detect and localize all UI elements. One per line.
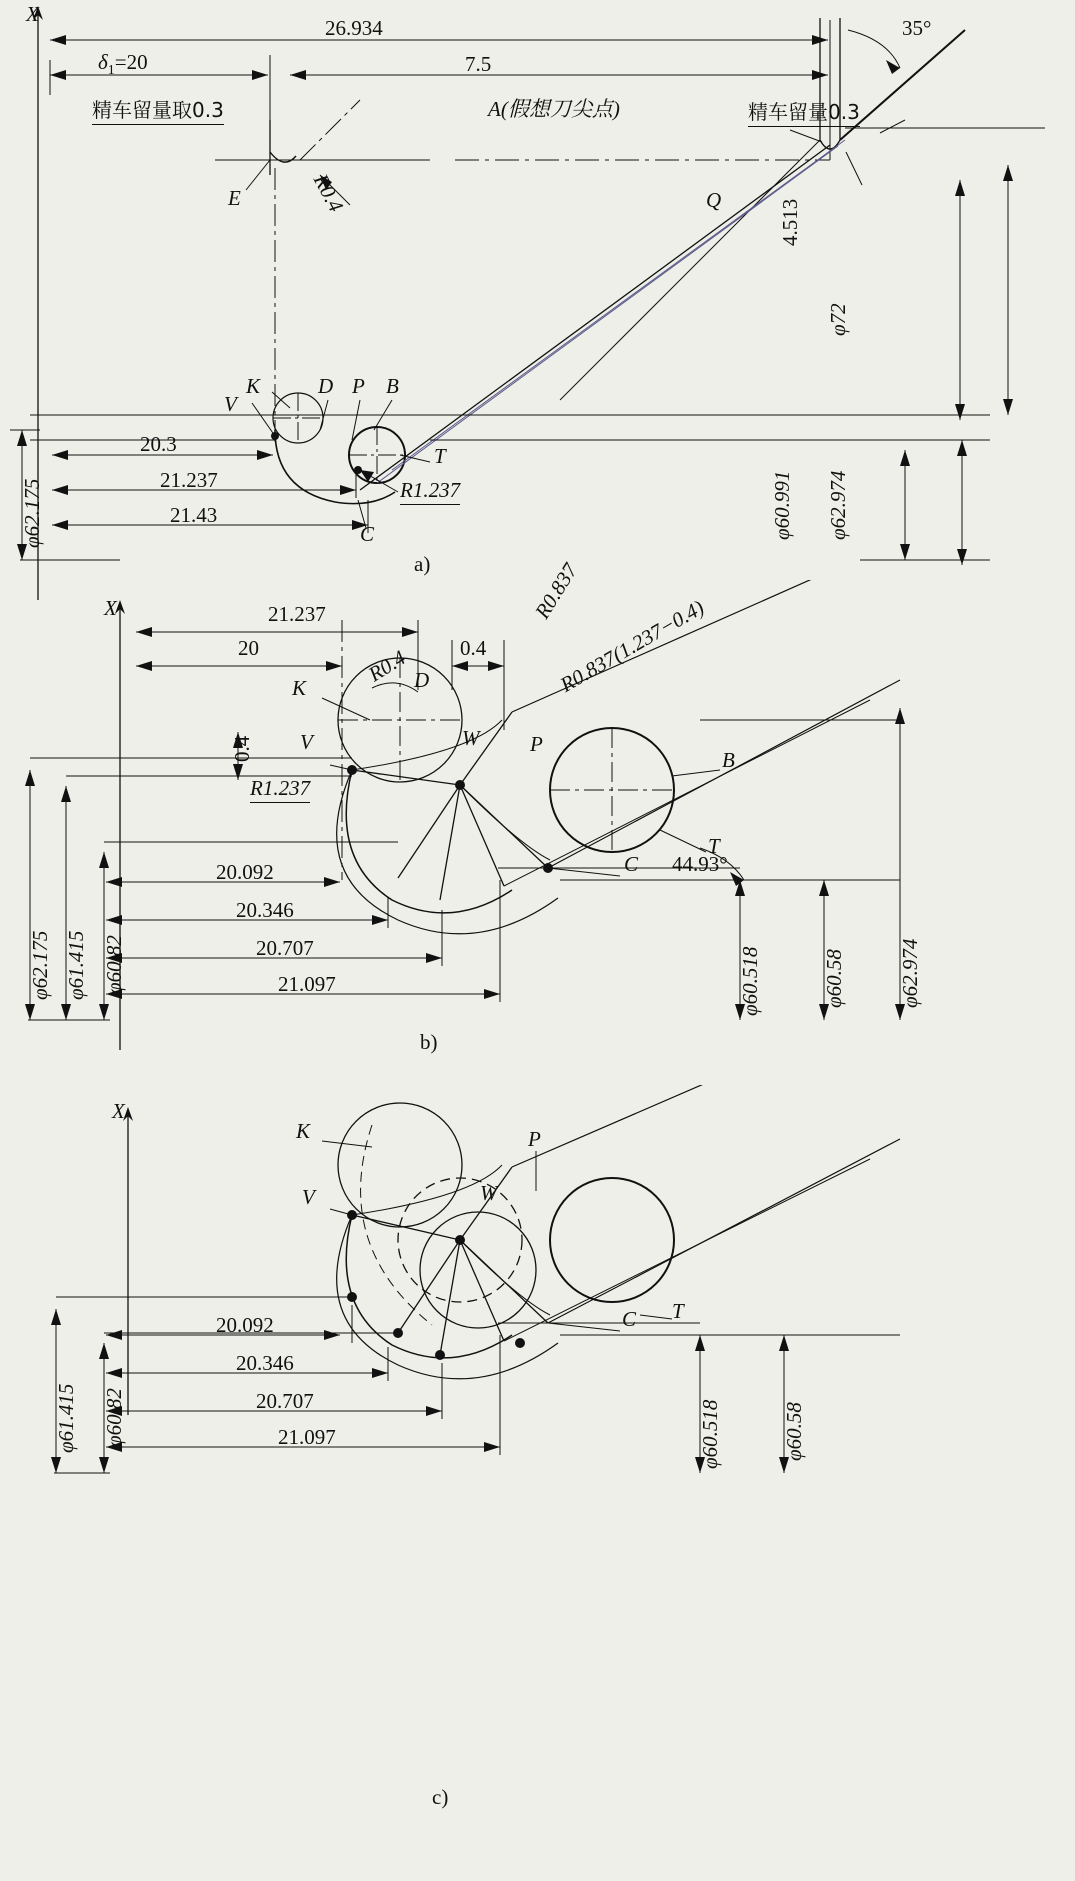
dim-phi72: φ72 [826,303,850,336]
dim-21097-c: 21.097 [278,1425,336,1449]
figure-a [0,0,1075,600]
dim-phi6058-c: φ60.58 [782,1402,806,1461]
point-T-a: T [434,444,446,468]
point-B-b: B [722,748,735,772]
point-D-a: D [318,374,334,398]
axis-label-x-c: X [112,1099,125,1123]
dim-phi6082-c: φ60.82 [102,1388,126,1447]
figure-a-drawing [0,0,1075,600]
dim-phi61415-b: φ61.415 [64,930,88,1000]
caption-b: b) [420,1030,438,1054]
dim-phi62974-b: φ62.974 [898,938,922,1008]
dim-phi62175-a: φ62.175 [20,478,44,548]
dim-r1237-a: R1.237 [400,478,460,505]
dim-21097-b: 21.097 [278,972,336,996]
dim-20092-b: 20.092 [216,860,274,884]
figure-c-drawing [0,1085,1075,1881]
dim-r1237-b: R1.237 [250,776,310,803]
note-finish-allowance-right: 精车留量0.3 [748,96,860,127]
dim-04-left-b: 0.4 [230,735,254,762]
dim-r04-a: R0.4 [308,170,349,216]
delta-subscript: 1 [107,63,115,79]
axis-label-x-a: X [26,2,39,26]
point-K-a: K [246,374,261,398]
point-V-b: V [300,730,313,754]
delta-symbol: δ [98,50,108,74]
point-B-a: B [386,374,399,398]
point-P-b: P [530,732,543,756]
note-finish-allowance-left: 精车留量取0.3 [92,94,224,125]
axis-label-x-b: X [104,596,117,620]
point-D-b: D [414,668,430,692]
dim-phi62974-a: φ62.974 [826,470,850,540]
dim-phi61415-c: φ61.415 [54,1383,78,1453]
point-C-a: C [360,522,375,546]
dim-20346-b: 20.346 [236,898,294,922]
dim-phi6058-b: φ60.58 [822,949,846,1008]
figure-c [0,1085,1075,1881]
dim-phi6082-b: φ60.82 [102,935,126,994]
dim-r0837-calc: R0.837(1.237−0.4) [556,595,709,697]
dim-delta1 [98,50,148,79]
degree-symbol-a: ° [923,16,932,40]
point-K-b: K [292,676,307,700]
dim-20707-c: 20.707 [256,1389,314,1413]
dim-angle-4493: 44.93° [672,852,728,876]
figure-b-drawing [0,580,1075,1090]
dim-20-3: 20.3 [140,432,177,456]
caption-c: c) [432,1785,449,1809]
point-T-c: T [672,1299,684,1323]
dim-2143: 21.43 [170,503,218,527]
caption-a: a) [414,552,431,576]
dim-phi60518-c: φ60.518 [698,1399,722,1469]
dim-7-5: 7.5 [465,52,492,76]
dim-20-b: 20 [238,636,259,660]
point-W-b: W [462,726,480,750]
dim-angle-35 [902,16,931,41]
point-C-c: C [622,1307,637,1331]
point-K-c: K [296,1119,311,1143]
point-P-a: P [352,374,365,398]
label-virtual-tip-point: A(假想刀尖点) [488,97,620,121]
dim-4513: 4.513 [778,198,802,246]
figure-b [0,559,1075,1090]
dim-21237-a: 21.237 [160,468,218,492]
point-P-c: P [528,1127,541,1151]
dim-20707-b: 20.707 [256,936,314,960]
point-V-c: V [302,1185,315,1209]
point-Q: Q [706,188,722,212]
dim-20346-c: 20.346 [236,1351,294,1375]
point-W-c: W [480,1181,498,1205]
dim-26934: 26.934 [325,16,383,40]
angle-35-value: 35 [902,16,923,40]
dim-21237-b: 21.237 [268,602,326,626]
dim-20092-c: 20.092 [216,1313,274,1337]
dim-phi60991: φ60.991 [770,470,794,540]
delta-value: =20 [114,50,148,74]
dim-r04-b: R0.4 [364,645,410,687]
point-E: E [228,186,241,210]
dim-r0837: R0.837 [530,559,583,623]
point-C-b: C [624,852,639,876]
dim-04-top-b: 0.4 [460,636,487,660]
dim-phi62175-b: φ62.175 [28,930,52,1000]
point-T-b: T [708,834,720,858]
dim-phi60518-b: φ60.518 [738,946,762,1016]
point-V-a: V [224,392,237,416]
